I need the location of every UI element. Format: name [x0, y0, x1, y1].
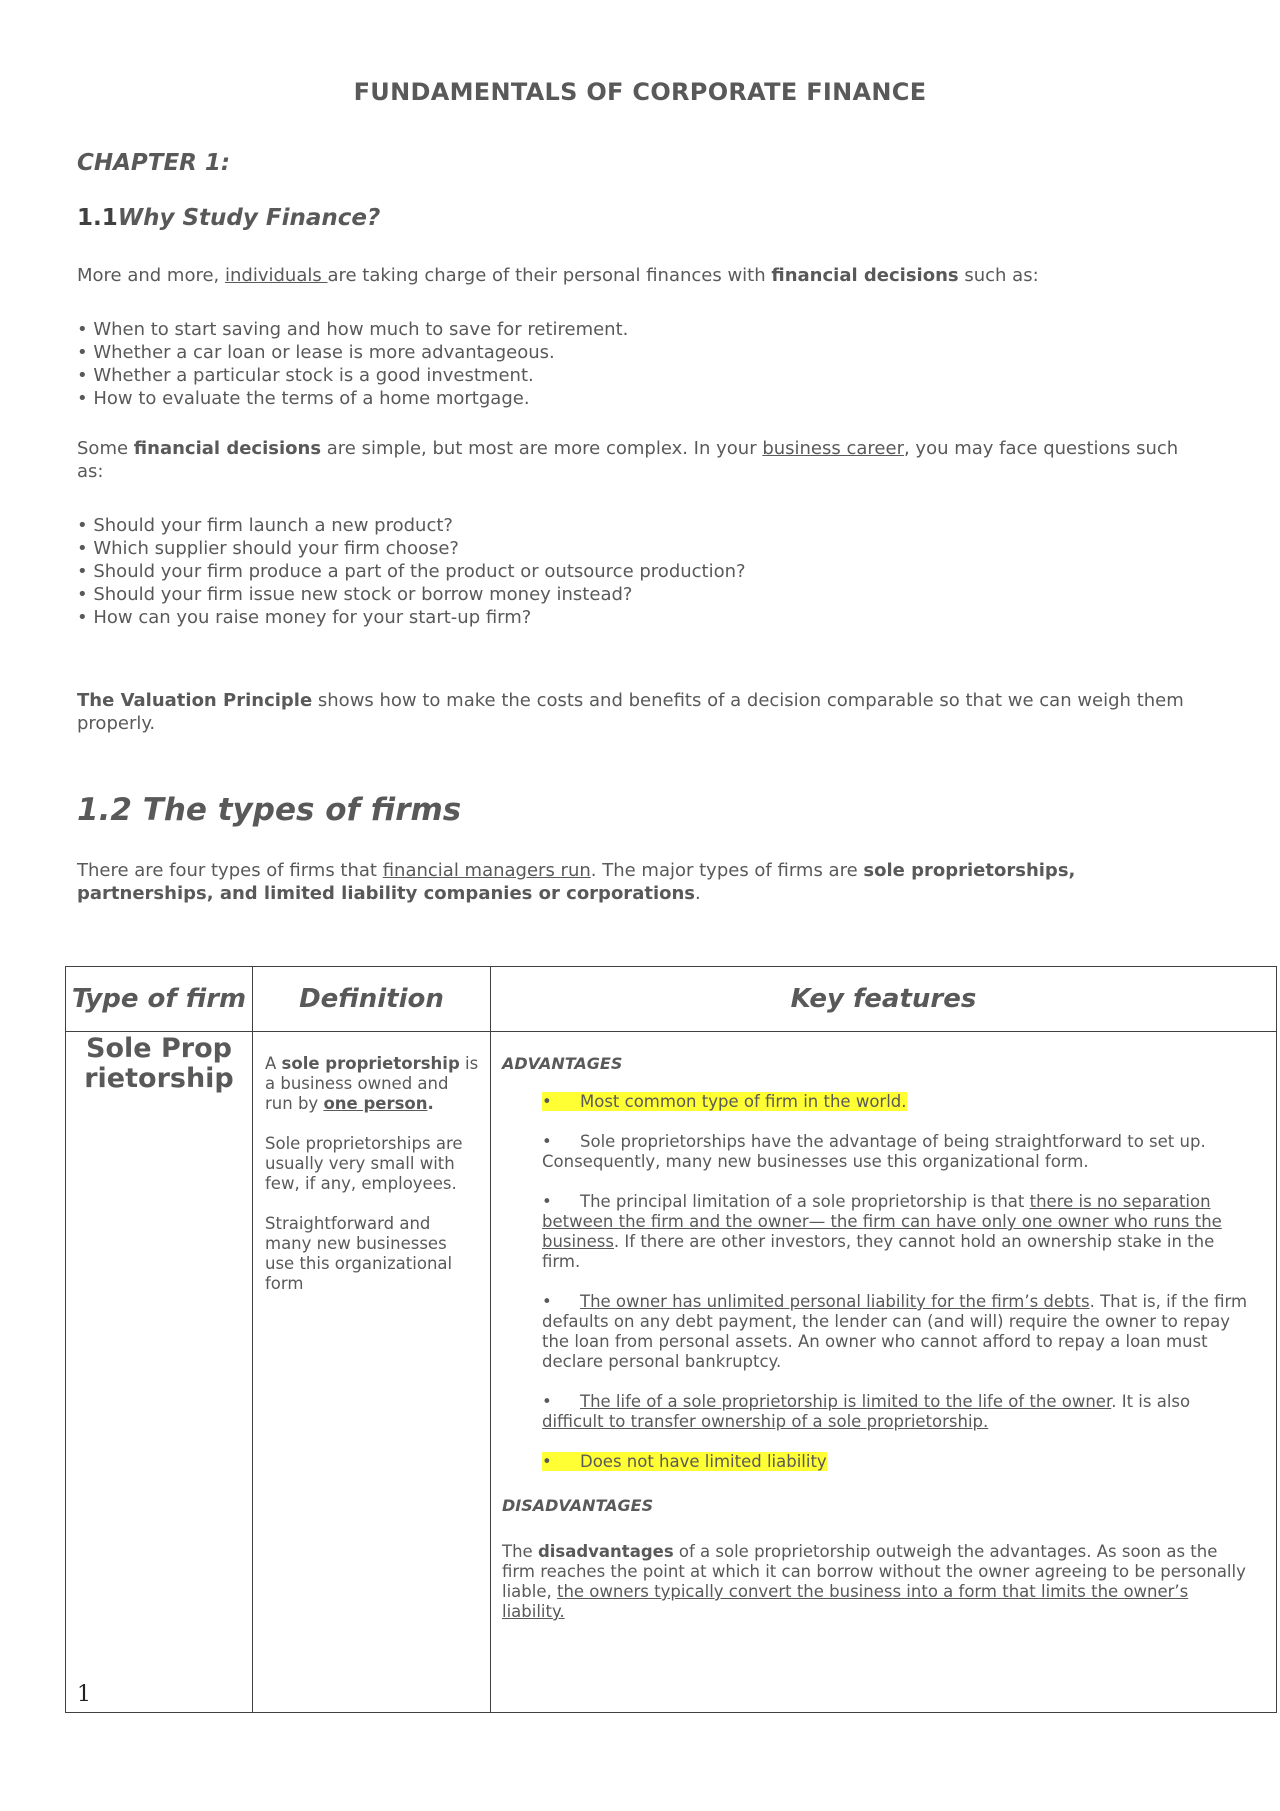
table-row — [66, 1032, 1277, 1713]
list-item: • Should your firm launch a new product? — [77, 514, 746, 537]
financial-managers-link[interactable]: financial managers run — [382, 860, 591, 881]
firm-types-table — [65, 966, 1277, 1713]
definition-cell — [253, 1032, 491, 1713]
valuation-paragraph: The Valuation Principle shows how to make the costs and benefits of a decision comparable so that we can weigh them properly. — [77, 690, 1184, 734]
section-1-2-heading: 1.2 The types of firms — [77, 792, 462, 828]
disadvantages-paragraph: The disadvantages of a sole proprietorship outweigh the advantages. As soon as the firm reaches the point at which it can borrow without the owner agreeing to be personally liable, the owners typically convert the business into a form that limits the owner’s liability. — [502, 1542, 1246, 1621]
list-item: • When to start saving and how much to save for retirement. — [77, 318, 628, 341]
advantage-item: • The life of a sole proprietorship is limited to the life of the owner. It is also difficult to transfer ownership of a sole proprietorship. — [542, 1392, 1191, 1431]
definition-p1: A sole proprietorship is a business owned and run by one person. — [265, 1054, 479, 1113]
intro-paragraph: More and more, individuals are taking charge of their personal finances with financial decisions such as: — [77, 265, 1039, 286]
header-key-features: Key features — [491, 967, 1277, 1032]
business-paragraph: Some financial decisions are simple, but most are more complex. In your business career, you may face questions such as: — [77, 438, 1179, 482]
disadvantages-label: DISADVANTAGES — [502, 1496, 654, 1515]
business-questions-list — [77, 514, 746, 629]
list-item: • Whether a car loan or lease is more advantageous. — [77, 341, 628, 364]
advantage-item: • Does not have limited liability — [542, 1452, 827, 1471]
firm-type-cell — [66, 1032, 253, 1713]
section-title: Why Study Finance? — [117, 205, 381, 231]
table-header-row — [66, 967, 1277, 1032]
list-item: • Should your firm produce a part of the product or outsource production? — [77, 560, 746, 583]
advantages-label: ADVANTAGES — [502, 1054, 623, 1073]
list-item: • Whether a particular stock is a good investment. — [77, 364, 628, 387]
header-definition: Definition — [253, 967, 491, 1032]
document-title: FUNDAMENTALS OF CORPORATE FINANCE — [353, 78, 927, 106]
chapter-heading: CHAPTER 1: — [77, 150, 231, 176]
personal-decisions-list — [77, 318, 628, 410]
advantage-item: • The principal limitation of a sole proprietorship is that there is no separation between the firm and the owner— the firm can have only one owner who runs the business. If there are other investors, they cannot hold an ownership stake in the firm. — [542, 1192, 1222, 1271]
section-number: 1.1 — [77, 205, 118, 231]
business-career-link[interactable]: business career — [762, 438, 904, 459]
list-item: • Should your firm issue new stock or borrow money instead? — [77, 583, 746, 606]
firm-type-label: Sole Proprietorship — [84, 1033, 234, 1094]
definition-p2: Sole proprietorships are usually very small with few, if any, employees. — [265, 1134, 463, 1193]
individuals-link[interactable]: individuals — [225, 265, 328, 286]
page-number: 1 — [77, 1682, 91, 1707]
types-intro-paragraph: There are four types of firms that financial managers run. The major types of firms are sole proprietorships, partnerships, and limited liability companies or corporations. — [77, 860, 1076, 904]
advantage-item: • Most common type of firm in the world. — [542, 1092, 907, 1111]
advantage-item: • The owner has unlimited personal liability for the firm’s debts. That is, if the firm defaults on any debt payment, the lender can (and will) require the owner to repay the loan from personal assets. An owner who cannot afford to repay a loan must declare personal bankruptcy. — [542, 1292, 1248, 1371]
header-type-of-firm: Type of firm — [66, 967, 253, 1032]
key-features-cell — [491, 1032, 1277, 1713]
advantage-item: • Sole proprietorships have the advantage of being straightforward to set up. Consequently, many new businesses use this organizational form. — [542, 1132, 1206, 1171]
list-item: • Which supplier should your firm choose? — [77, 537, 746, 560]
section-1-1-heading — [77, 205, 380, 231]
list-item: • How can you raise money for your start-up firm? — [77, 606, 746, 629]
list-item: • How to evaluate the terms of a home mortgage. — [77, 387, 628, 410]
definition-p3: Straightforward and many new businesses use this organizational form — [265, 1214, 453, 1293]
